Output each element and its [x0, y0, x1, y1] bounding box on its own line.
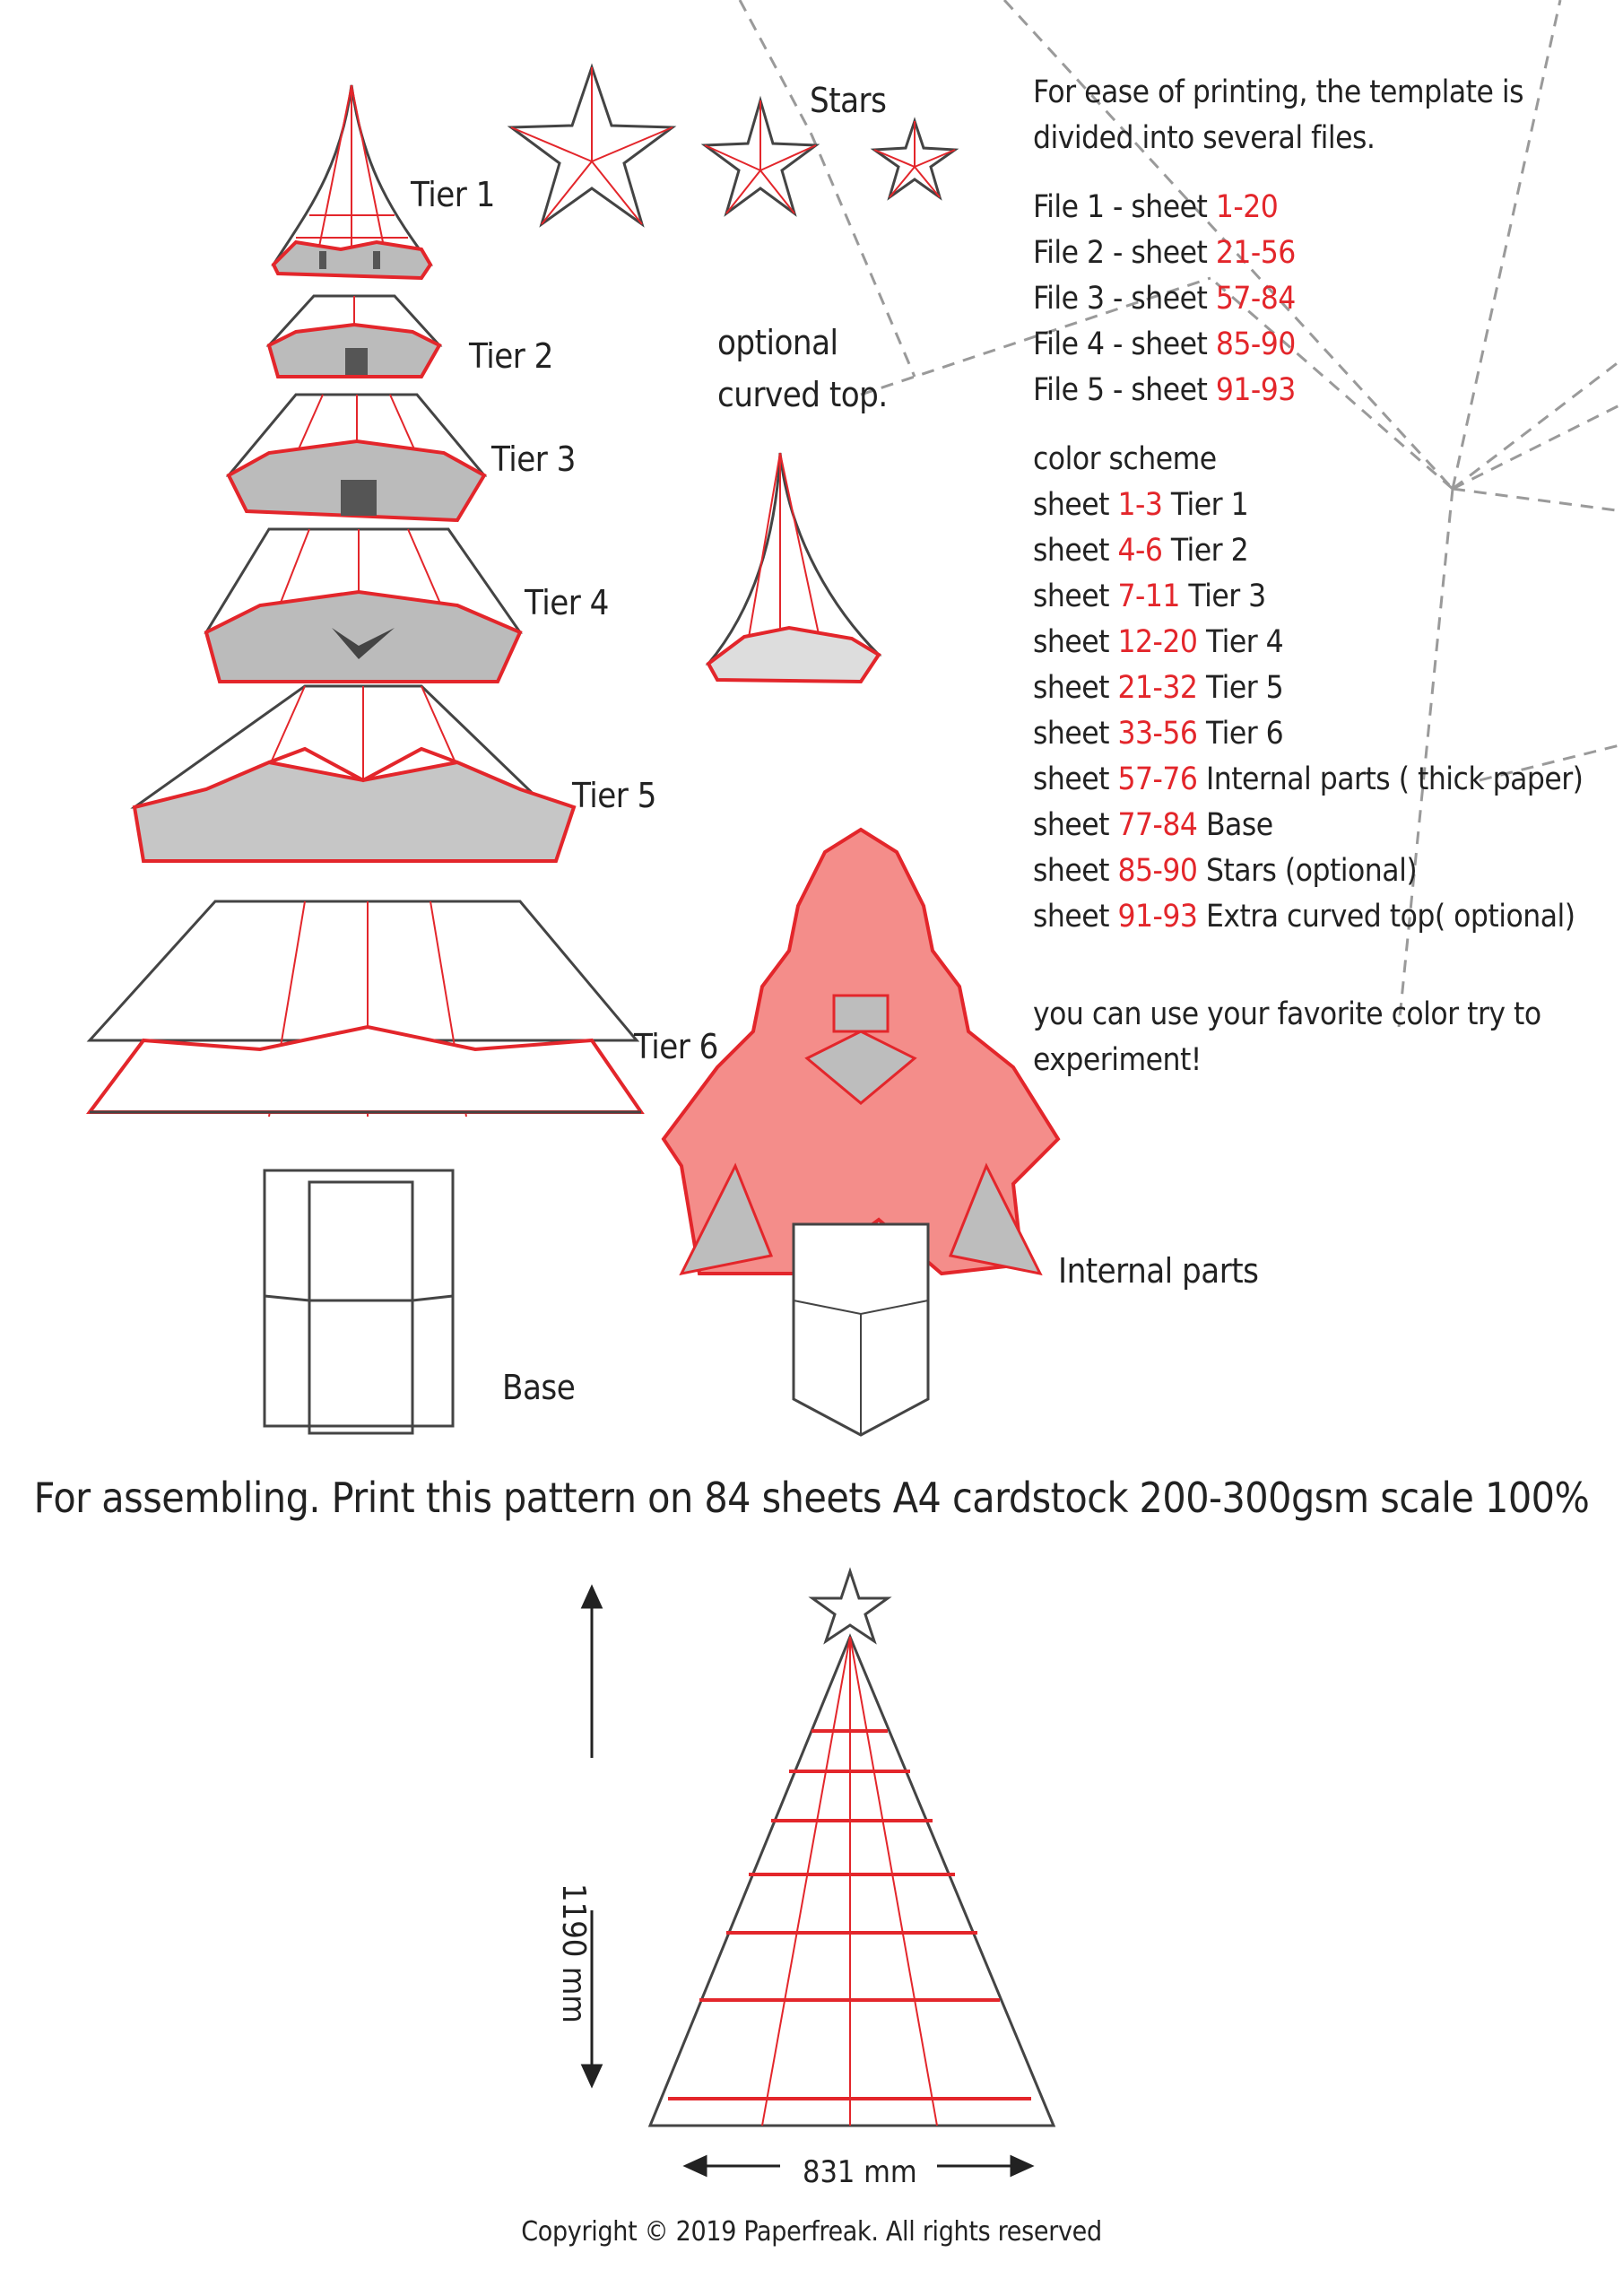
scheme-part: Tier 1 [1162, 487, 1249, 523]
spacer [1033, 413, 1607, 437]
file-label: File 3 - sheet [1033, 281, 1216, 317]
internal-parts-drawing [664, 830, 1058, 1435]
scheme-part: Tier 3 [1179, 578, 1266, 614]
tier6-drawing [90, 901, 641, 1117]
assembled-tree-drawing [650, 1571, 1054, 2126]
scheme-line [1033, 574, 1607, 620]
scheme-prefix: sheet [1033, 899, 1118, 935]
file-line [1033, 276, 1607, 322]
scheme-prefix: sheet [1033, 853, 1118, 889]
scheme-prefix: sheet [1033, 578, 1118, 614]
scheme-part: Tier 4 [1197, 624, 1284, 660]
info-panel [1033, 70, 1607, 1083]
scheme-part: Internal parts ( thick paper) [1197, 761, 1584, 797]
label-internal-parts: Internal parts [1058, 1251, 1259, 1291]
tier5-drawing [135, 686, 574, 861]
scheme-range: 91-93 [1117, 899, 1198, 935]
tier1-drawing [273, 85, 430, 278]
scheme-range: 85-90 [1117, 853, 1198, 889]
scheme-part: Stars (optional) [1197, 853, 1418, 889]
file-label: File 4 - sheet [1033, 326, 1216, 362]
label-tier1: Tier 1 [411, 175, 495, 214]
scheme-part: Base [1197, 807, 1273, 843]
scheme-range: 33-56 [1117, 716, 1198, 752]
scheme-part: Tier 6 [1197, 716, 1284, 752]
label-tier5: Tier 5 [572, 776, 656, 815]
label-tier4: Tier 4 [525, 583, 609, 622]
scheme-part: Tier 5 [1197, 670, 1284, 706]
label-optional: optional [717, 323, 838, 362]
file-range: 91-93 [1215, 372, 1296, 408]
scheme-line [1033, 757, 1607, 803]
scheme-range: 1-3 [1117, 487, 1163, 523]
scheme-part: Extra curved top( optional) [1197, 899, 1575, 935]
scheme-line [1033, 528, 1607, 574]
spacer [1033, 940, 1607, 992]
file-range: 21-56 [1215, 235, 1296, 271]
label-stars: Stars [810, 81, 887, 120]
label-tier6: Tier 6 [634, 1027, 718, 1066]
file-range: 57-84 [1215, 281, 1296, 317]
label-tier3: Tier 3 [491, 439, 576, 479]
file-line [1033, 322, 1607, 368]
scheme-prefix: sheet [1033, 624, 1118, 660]
file-line [1033, 368, 1607, 413]
page-title: For assembling. Print this pattern on 84 sheets A4 cardstock 200-300gsm scale 100% [33, 1474, 1590, 1522]
intro-text: For ease of printing, the template is divided into several files. [1033, 74, 1524, 156]
scheme-range: 21-32 [1117, 670, 1198, 706]
scheme-line [1033, 894, 1607, 940]
scheme-line [1033, 848, 1607, 894]
scheme-title: color scheme [1033, 441, 1217, 477]
file-range: 1-20 [1215, 189, 1279, 225]
scheme-prefix: sheet [1033, 807, 1118, 843]
scheme-line [1033, 620, 1607, 665]
tier2-drawing [269, 296, 439, 377]
file-range: 85-90 [1215, 326, 1296, 362]
tier3-drawing [229, 395, 484, 520]
scheme-part: Tier 2 [1162, 533, 1249, 569]
scheme-prefix: sheet [1033, 716, 1118, 752]
file-label: File 2 - sheet [1033, 235, 1216, 271]
base-drawing [265, 1170, 453, 1433]
label-base: Base [502, 1368, 576, 1407]
spacer [1033, 161, 1607, 185]
tier4-drawing [206, 529, 520, 682]
file-line [1033, 185, 1607, 230]
copyright: Copyright © 2019 Paperfreak. All rights reserved [521, 2216, 1102, 2248]
scheme-prefix: sheet [1033, 487, 1118, 523]
curved-top-drawing [708, 453, 879, 682]
file-line [1033, 230, 1607, 276]
scheme-line [1033, 665, 1607, 711]
width-dimension: 831 mm [803, 2154, 917, 2190]
scheme-range: 77-84 [1117, 807, 1198, 843]
label-tier2: Tier 2 [469, 336, 553, 376]
scheme-prefix: sheet [1033, 670, 1118, 706]
height-dimension: 1190 mm [555, 1883, 592, 2023]
stars-drawing [511, 67, 955, 224]
tip-text: you can use your favorite color try to experiment! [1033, 996, 1541, 1078]
scheme-range: 4-6 [1117, 533, 1163, 569]
scheme-line [1033, 483, 1607, 528]
label-curved-top: curved top. [717, 375, 888, 414]
file-label: File 1 - sheet [1033, 189, 1216, 225]
scheme-range: 7-11 [1117, 578, 1180, 614]
file-label: File 5 - sheet [1033, 372, 1216, 408]
scheme-prefix: sheet [1033, 761, 1118, 797]
scheme-line [1033, 803, 1607, 848]
scheme-range: 12-20 [1117, 624, 1198, 660]
scheme-prefix: sheet [1033, 533, 1118, 569]
scheme-line [1033, 711, 1607, 757]
scheme-range: 57-76 [1117, 761, 1198, 797]
